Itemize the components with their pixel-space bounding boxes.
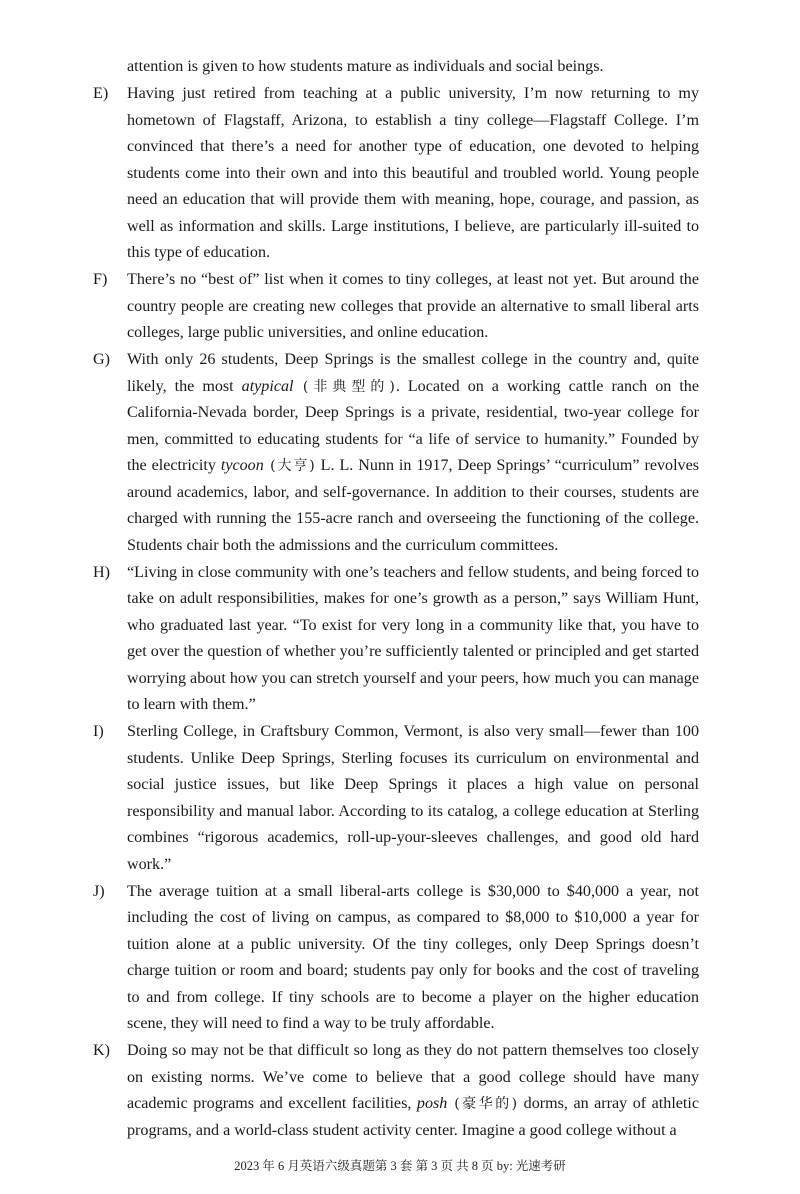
paragraph-label: J)	[93, 882, 105, 900]
paragraph-text: There’s no “best of” list when it comes to tiny colleges, at least not yet. But around the country people are creating new colleges that provide an alternative to small liberal arts colleges, large public universities, and online education.	[127, 271, 699, 341]
paragraph-f	[93, 267, 699, 347]
paragraph-label: K)	[93, 1042, 110, 1059]
paragraph-label: G)	[93, 351, 110, 368]
paragraph-text: Doing so may not be that difficult so long as they do not pattern themselves too closely on existing norms. We’ve come to believe that a good college should have many academic programs and excellent facilities,	[127, 1042, 699, 1112]
paragraph-text: dorms, an array of athletic programs, and a world-class student activity center. Imagine a good college without a	[127, 1095, 700, 1139]
paragraph-j	[93, 879, 699, 1038]
paragraph-text: Having just retired from teaching at a public university, I’m now returning to my hometown of Flagstaff, Arizona, to establish a tiny college—Flagstaff College. I’m convinced that there’s a need for another type of education, one devoted to helping students come into their own and into this beautiful and troubled world. Young people need an education that will provide them with meaning, hope, courage, and passion, as well as information and skills. Large institutions, I believe, are particularly ill-suited to this type of education.	[127, 85, 699, 261]
page-footer: 2023 年 6 月英语六级真题第 3 套 第 3 页 共 8 页 by: 光速考研	[234, 1159, 566, 1173]
paragraph-text: . Located on a working cattle ranch on the California-Nevada border, Deep Springs is a private, residential, two-year college for men, committed to educating students for “a life of service to humanity.” Founded by the electricity	[127, 377, 699, 474]
paragraph-label: H)	[93, 563, 110, 581]
paragraph-text: Sterling College, in Craftsbury Common, Vermont, is also very small—fewer than 100 students. Unlike Deep Springs, Sterling focuses its curriculum on environmental and social justice issues, but like Deep Springs it places a high value on personal responsibility and manual labor. According to its catalog, a college education at Sterling combines “rigorous academics, roll-up-your-sleeves challenges, and good old hard work.”	[127, 723, 699, 873]
glossed-word: posh	[416, 1095, 448, 1112]
paragraph-label: E)	[93, 85, 109, 102]
document-body	[93, 54, 699, 1144]
paragraph-text: With only 26 students, Deep Springs is the smallest college in the country and, quite likely, the most	[127, 351, 699, 395]
paragraph-text: L. L. Nunn in 1917, Deep Springs’ “curriculum” revolves around academics, labor, and self-governance. In addition to their courses, students are charged with running the 155-acre ranch and overseeing the functioning of the college. Students chair both the admissions and the curriculum committees.	[127, 457, 699, 554]
chinese-gloss: (豪华的)	[447, 1096, 519, 1112]
chinese-gloss: (大亨)	[263, 458, 316, 474]
paragraph-k	[93, 1038, 699, 1144]
paragraph-text: The average tuition at a small liberal-arts college is $30,000 to $40,000 a year, not including the cost of living on campus, as compared to $8,000 to $10,000 a year for tuition alone at a public university. Of the tiny colleges, only Deep Springs doesn’t charge tuition or room and board; students pay only for books and the cost of traveling to and from college. If tiny schools are to become a player on the higher education scene, they will need to find a way to be truly affordable.	[127, 882, 699, 1032]
glossed-word: atypical	[241, 377, 294, 395]
paragraph-g	[93, 347, 699, 559]
paragraph-label: F)	[93, 271, 108, 288]
paragraph-text: “Living in close community with one’s teachers and fellow students, and being forced to take on adult responsibilities, makes for one’s growth as a person,” says William Hunt, who graduated last year. “To exist for very long in a community like that, you have to get over the question of whether you’re sufficiently talented or principled and get started worrying about how you can stretch yourself and your peers, how much you can manage to learn with them.”	[127, 563, 699, 713]
paragraph-h	[93, 560, 699, 719]
paragraph-e	[93, 81, 699, 267]
paragraph-d-continued: attention is given to how students mature as individuals and social beings.	[127, 58, 604, 75]
paragraph-i	[93, 719, 699, 878]
paragraph-label: I)	[93, 723, 104, 740]
chinese-gloss: (非典型的)	[293, 378, 396, 395]
glossed-word: tycoon	[220, 457, 264, 474]
